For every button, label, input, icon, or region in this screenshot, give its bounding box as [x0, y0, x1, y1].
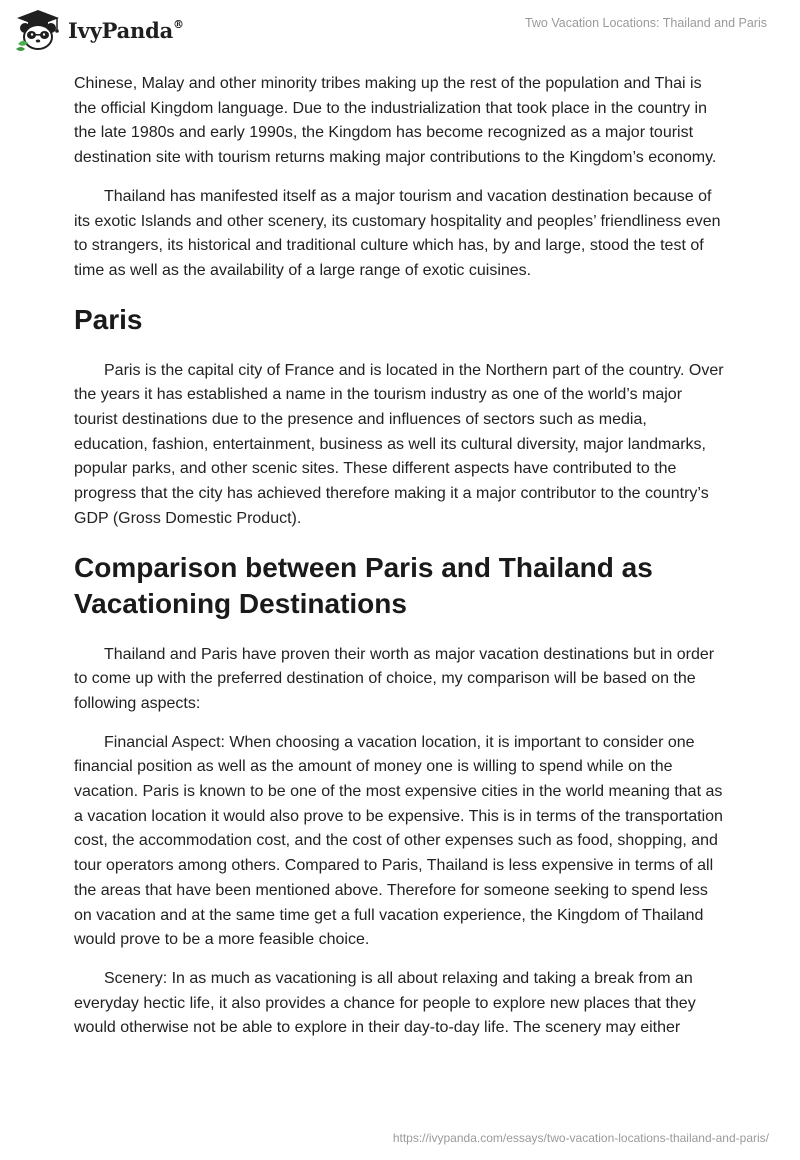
paragraph-population: Chinese, Malay and other minority tribes making up the rest of the population and Thai is the official Kingdom language. Due to the industrialization that took place in the country in the late 1980s and early 1990s, the Kingdom has become recognized as a major tourist destination site with tourism returns making major contributions to the Kingdom’s economy. [74, 75, 717, 167]
document-title: Two Vacation Locations: Thailand and Paris [524, 16, 767, 30]
brand-name: IvyPanda® [68, 17, 184, 43]
paragraph-comparison-intro: Thailand and Paris have proven their worth as major vacation destinations but in order to come up with the preferred destination of choice, my comparison will be based on the following aspects: [74, 645, 715, 712]
panda-logo-icon [14, 8, 62, 52]
article-body [74, 72, 724, 1055]
paragraph-scenery: Scenery: In as much as vacationing is all about relaxing and taking a break from an everyday hectic life, it also provides a chance for people to explore new places that they would otherwise not be able to explore in their day-to-day life. The scenery may either [74, 969, 696, 1037]
page-header [0, 0, 800, 66]
heading-comparison: Comparison between Paris and Thailand as Vacationing Destinations [74, 551, 653, 619]
paragraph-paris: Paris is the capital city of France and is located in the Northern part of the country. Over the years it has established a name in the tourism industry as one of the world’s major tourist destinations due to the presence and influences of sectors such as media, education, fashion, entertainment, business as well its cultural diversity, major landmarks, popular parks, and other scenic sites. These different aspects have contributed to the progress that the city has achieved therefore making it a major contributor to the country’s GDP (Gross Domestic Product). [74, 361, 724, 527]
heading-paris: Paris [74, 303, 143, 335]
paragraph-thailand-tourism: Thailand has manifested itself as a major tourism and vacation destination because of its exotic Islands and other scenery, its customary hospitality and peoples’ friendliness even to strangers, its historical and traditional culture which has, by and large, stood the test of time as well as the availability of a large range of exotic cuisines. [74, 187, 721, 279]
paragraph-financial-aspect: Financial Aspect: When choosing a vacation location, it is important to consider one financial position as well as the amount of money one is willing to spend while on the vacation. Paris is known to be one of the most expensive cities in the world meaning that as a vacation location it would also prove to be expensive. This is in terms of the transportation cost, the accommodation cost, and the cost of other expenses such as food, shopping, and tour operators among others. Compared to Paris, Thailand is less expensive in terms of all the areas that have been mentioned above. Therefore for someone seeking to spend less on vacation and at the same time get a full vacation experience, the Kingdom of Thailand would prove to be a more feasible choice. [74, 733, 723, 949]
source-url-link[interactable]: https://ivypanda.com/essays/two-vacation-locations-thailand-and-paris/ [392, 1131, 769, 1145]
brand-logo[interactable] [14, 8, 184, 52]
